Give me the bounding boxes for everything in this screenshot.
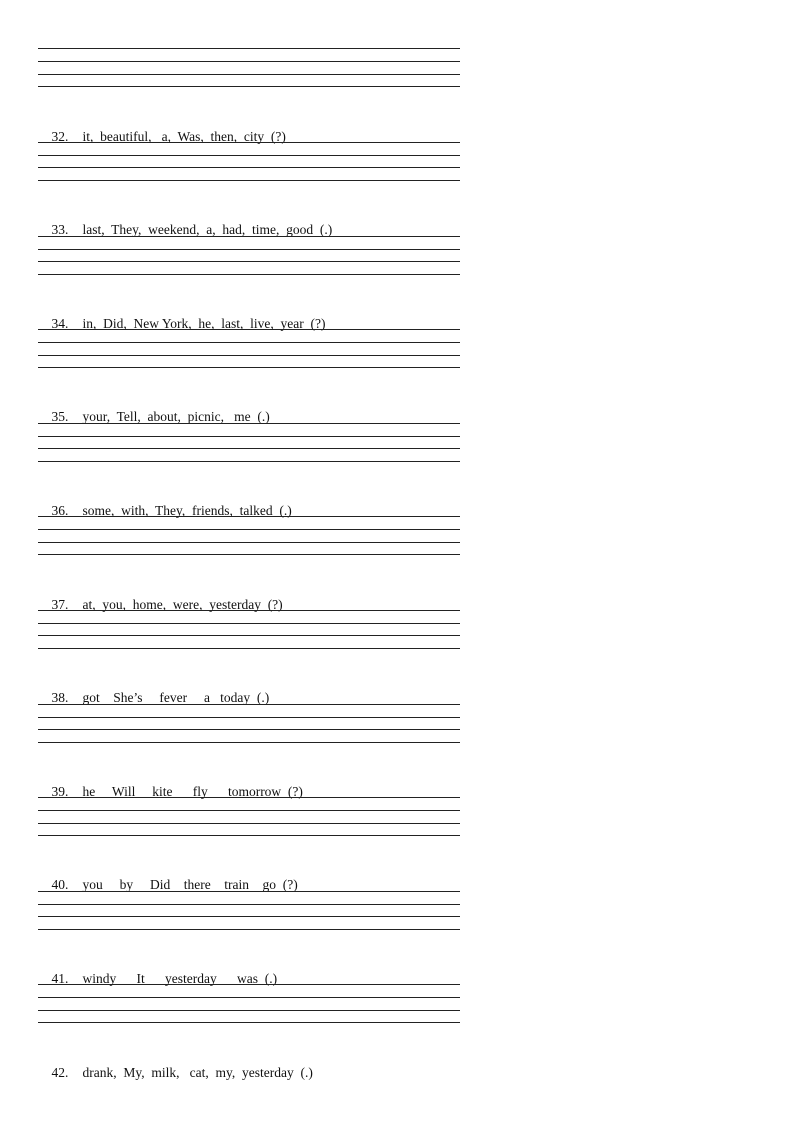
question-37	[38, 575, 283, 612]
question-words: got She’s fever a today (.)	[82, 690, 270, 705]
answer-line	[38, 436, 460, 437]
answer-line	[38, 529, 460, 530]
answer-line	[38, 448, 460, 449]
answer-line	[38, 810, 460, 811]
question-36	[38, 481, 292, 518]
question-number: 35.	[51, 409, 69, 424]
question-number: 34.	[51, 316, 69, 331]
answer-line	[38, 835, 460, 836]
question-40	[38, 855, 298, 892]
question-number: 36.	[51, 503, 69, 518]
answer-line	[38, 635, 460, 636]
answer-line	[38, 423, 460, 424]
answer-line	[38, 984, 460, 985]
question-words: your, Tell, about, picnic, me (.)	[82, 409, 270, 424]
answer-line	[38, 929, 460, 930]
question-42	[38, 1043, 313, 1080]
question-38	[38, 668, 270, 705]
answer-line	[38, 180, 460, 181]
answer-line	[38, 342, 460, 343]
question-words: some, with, They, friends, talked (.)	[82, 503, 292, 518]
answer-line	[38, 86, 460, 87]
answer-line	[38, 554, 460, 555]
question-number: 42.	[51, 1065, 69, 1080]
answer-line	[38, 797, 460, 798]
question-words: you by Did there train go (?)	[82, 877, 298, 892]
question-words: windy It yesterday was (.)	[82, 971, 278, 986]
answer-line	[38, 48, 460, 49]
answer-line	[38, 142, 460, 143]
answer-line	[38, 729, 460, 730]
question-number: 41.	[51, 971, 69, 986]
question-34	[38, 294, 326, 331]
question-words: it, beautiful, a, Was, then, city (?)	[82, 129, 286, 144]
answer-line	[38, 461, 460, 462]
answer-line	[38, 717, 460, 718]
question-number: 39.	[51, 784, 69, 799]
question-number: 33.	[51, 222, 69, 237]
answer-line	[38, 542, 460, 543]
question-words: drank, My, milk, cat, my, yesterday (.)	[82, 1065, 313, 1080]
question-words: last, They, weekend, a, had, time, good (.)	[82, 222, 333, 237]
answer-line	[38, 61, 460, 62]
answer-line	[38, 261, 460, 262]
answer-line	[38, 891, 460, 892]
question-words: he Will kite fly tomorrow (?)	[82, 784, 303, 799]
question-41	[38, 949, 278, 986]
answer-line	[38, 355, 460, 356]
question-35	[38, 387, 270, 424]
question-words: at, you, home, were, yesterday (?)	[82, 597, 283, 612]
answer-line	[38, 1010, 460, 1011]
answer-line	[38, 623, 460, 624]
answer-line	[38, 74, 460, 75]
answer-line	[38, 367, 460, 368]
answer-line	[38, 516, 460, 517]
question-32	[38, 107, 286, 144]
answer-line	[38, 329, 460, 330]
answer-line	[38, 1022, 460, 1023]
answer-line	[38, 904, 460, 905]
answer-line	[38, 648, 460, 649]
question-number: 32.	[51, 129, 69, 144]
answer-line	[38, 155, 460, 156]
answer-line	[38, 167, 460, 168]
question-number: 38.	[51, 690, 69, 705]
answer-line	[38, 704, 460, 705]
question-39	[38, 762, 303, 799]
question-number: 40.	[51, 877, 69, 892]
answer-line	[38, 610, 460, 611]
answer-line	[38, 249, 460, 250]
answer-line	[38, 916, 460, 917]
question-words: in, Did, New York, he, last, live, year (?)	[82, 316, 326, 331]
question-33	[38, 200, 333, 237]
answer-line	[38, 997, 460, 998]
answer-line	[38, 823, 460, 824]
question-number: 37.	[51, 597, 69, 612]
answer-line	[38, 236, 460, 237]
answer-line	[38, 274, 460, 275]
answer-line	[38, 742, 460, 743]
